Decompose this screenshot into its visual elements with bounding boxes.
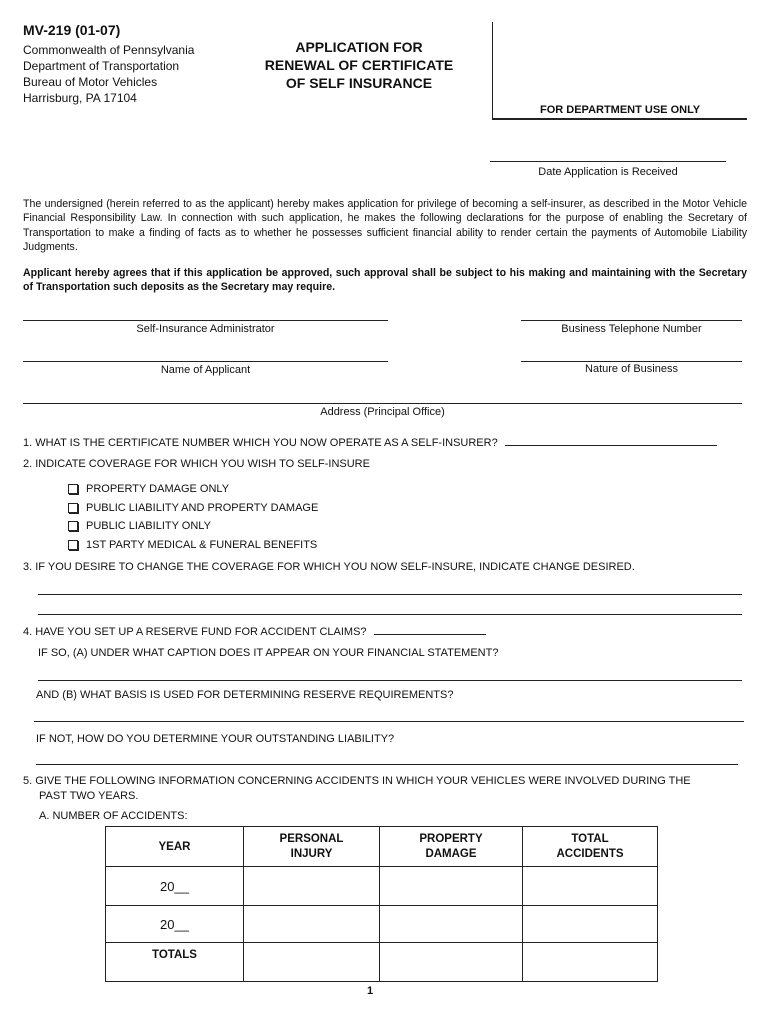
question-4 xyxy=(23,626,486,638)
personal-injury-cell[interactable] xyxy=(244,906,380,943)
header-text: ACCIDENTS xyxy=(556,847,624,860)
liability-answer-line[interactable] xyxy=(36,764,738,765)
header-text: TOTAL xyxy=(571,832,609,845)
date-received-field[interactable] xyxy=(490,161,726,162)
question-4c: IF NOT, HOW DO YOU DETERMINE YOUR OUTSTANDING LIABILITY? xyxy=(36,733,395,745)
agency-line: Commonwealth of Pennsylvania xyxy=(23,43,195,57)
question-3: 3. IF YOU DESIRE TO CHANGE THE COVERAGE FOR WHICH YOU NOW SELF-INSURE, INDICATE CHANGE DESIRED. xyxy=(23,561,635,573)
page-number: 1 xyxy=(366,985,374,997)
option-liability-only[interactable] xyxy=(68,520,211,532)
total-accidents-cell[interactable] xyxy=(523,867,658,906)
address-field[interactable] xyxy=(23,403,742,404)
property-damage-cell[interactable] xyxy=(380,867,523,906)
option-label: 1ST PARTY MEDICAL & FUNERAL BENEFITS xyxy=(86,539,318,551)
property-damage-total[interactable] xyxy=(380,943,523,982)
question-1 xyxy=(23,437,717,449)
phone-label: Business Telephone Number xyxy=(561,323,702,335)
reserve-fund-field[interactable] xyxy=(374,634,486,635)
question-5-line-2: PAST TWO YEARS. xyxy=(39,790,139,802)
total-accidents-cell[interactable] xyxy=(523,906,658,943)
option-label: PUBLIC LIABILITY AND PROPERTY DAMAGE xyxy=(86,502,319,514)
agency-line: Bureau of Motor Vehicles xyxy=(23,75,158,89)
agency-line: Harrisburg, PA 17104 xyxy=(23,91,137,105)
year-cell[interactable]: 20__ xyxy=(106,906,244,943)
accidents-table xyxy=(105,826,658,982)
nature-label: Nature of Business xyxy=(585,363,678,375)
option-property-damage[interactable] xyxy=(68,483,229,495)
total-accidents-total[interactable] xyxy=(523,943,658,982)
question-1-text: 1. WHAT IS THE CERTIFICATE NUMBER WHICH YOU NOW OPERATE AS A SELF-INSURER? xyxy=(23,437,498,449)
agency-line: Department of Transportation xyxy=(23,59,180,73)
change-desired-line-1[interactable] xyxy=(38,594,742,595)
table-row xyxy=(106,906,658,943)
header-text: DAMAGE xyxy=(425,847,477,860)
address-label: Address (Principal Office) xyxy=(320,406,445,418)
intro-paragraph: The undersigned (herein referred to as the applicant) hereby makes application for privilege of becoming a self-insurer, as described in the Motor Vehicle Financial Responsibility Law. In connection with such application, he makes the following declarations for the purpose of enabling the Secretary of Transportation to make a finding of facts as to whether he possesses sufficient financial ability to render certain the payments of Automobile Liability Judgments. xyxy=(23,198,747,253)
option-medical-funeral[interactable] xyxy=(68,539,317,551)
nature-field[interactable] xyxy=(521,361,742,362)
totals-label: TOTALS xyxy=(106,943,244,982)
option-liability-and-property[interactable] xyxy=(68,502,318,514)
applicant-name-label: Name of Applicant xyxy=(160,364,251,376)
col-property-damage xyxy=(380,827,523,867)
table-header-row xyxy=(106,827,658,867)
question-4b: AND (B) WHAT BASIS IS USED FOR DETERMINING RESERVE REQUIREMENTS? xyxy=(36,689,454,701)
agreement-paragraph: Applicant hereby agrees that if this application be approved, such approval shall be subject to his making and maintaining with the Secretary of Transportation such deposits as the Secretary may require. xyxy=(23,267,747,294)
phone-field[interactable] xyxy=(521,320,742,321)
col-year: YEAR xyxy=(106,827,244,867)
certificate-number-field[interactable] xyxy=(505,445,717,446)
header-divider xyxy=(492,22,493,118)
option-label: PROPERTY DAMAGE ONLY xyxy=(86,483,230,495)
title-line: APPLICATION FOR xyxy=(295,39,423,55)
checkbox-icon[interactable] xyxy=(68,484,78,494)
date-received-label: Date Application is Received xyxy=(538,166,678,178)
table-row xyxy=(106,867,658,906)
dept-use-label: FOR DEPARTMENT USE ONLY xyxy=(540,104,701,116)
option-label: PUBLIC LIABILITY ONLY xyxy=(86,520,211,532)
checkbox-icon[interactable] xyxy=(68,503,78,513)
question-5-line-1: 5. GIVE THE FOLLOWING INFORMATION CONCERNING ACCIDENTS IN WHICH YOUR VEHICLES WERE INVOLVED DURING THE xyxy=(23,775,691,787)
question-2: 2. INDICATE COVERAGE FOR WHICH YOU WISH TO SELF-INSURE xyxy=(23,458,370,470)
dept-use-rule xyxy=(492,118,747,120)
col-total-accidents xyxy=(523,827,658,867)
header-text: INJURY xyxy=(290,847,333,860)
title-line: RENEWAL OF CERTIFICATE xyxy=(264,57,454,73)
agency-address xyxy=(23,42,194,106)
admin-field[interactable] xyxy=(23,320,388,321)
col-personal-injury xyxy=(244,827,380,867)
question-4a: IF SO, (A) UNDER WHAT CAPTION DOES IT APPEAR ON YOUR FINANCIAL STATEMENT? xyxy=(38,647,499,659)
year-cell[interactable]: 20__ xyxy=(106,867,244,906)
caption-answer-line[interactable] xyxy=(38,680,742,681)
change-desired-line-2[interactable] xyxy=(38,614,742,615)
basis-answer-line[interactable] xyxy=(34,721,744,722)
personal-injury-total[interactable] xyxy=(244,943,380,982)
header-text: PROPERTY xyxy=(419,832,483,845)
checkbox-icon[interactable] xyxy=(68,540,78,550)
header-text: PERSONAL xyxy=(279,832,344,845)
applicant-name-field[interactable] xyxy=(23,361,388,362)
title-line: OF SELF INSURANCE xyxy=(285,75,433,91)
property-damage-cell[interactable] xyxy=(380,906,523,943)
question-5a: A. NUMBER OF ACCIDENTS: xyxy=(39,810,188,822)
checkbox-icon[interactable] xyxy=(68,521,78,531)
personal-injury-cell[interactable] xyxy=(244,867,380,906)
admin-label: Self-Insurance Administrator xyxy=(136,323,275,335)
totals-row xyxy=(106,943,658,982)
form-title xyxy=(243,38,475,92)
question-4-text: 4. HAVE YOU SET UP A RESERVE FUND FOR ACCIDENT CLAIMS? xyxy=(23,626,367,638)
form-number: MV-219 (01-07) xyxy=(23,22,121,38)
